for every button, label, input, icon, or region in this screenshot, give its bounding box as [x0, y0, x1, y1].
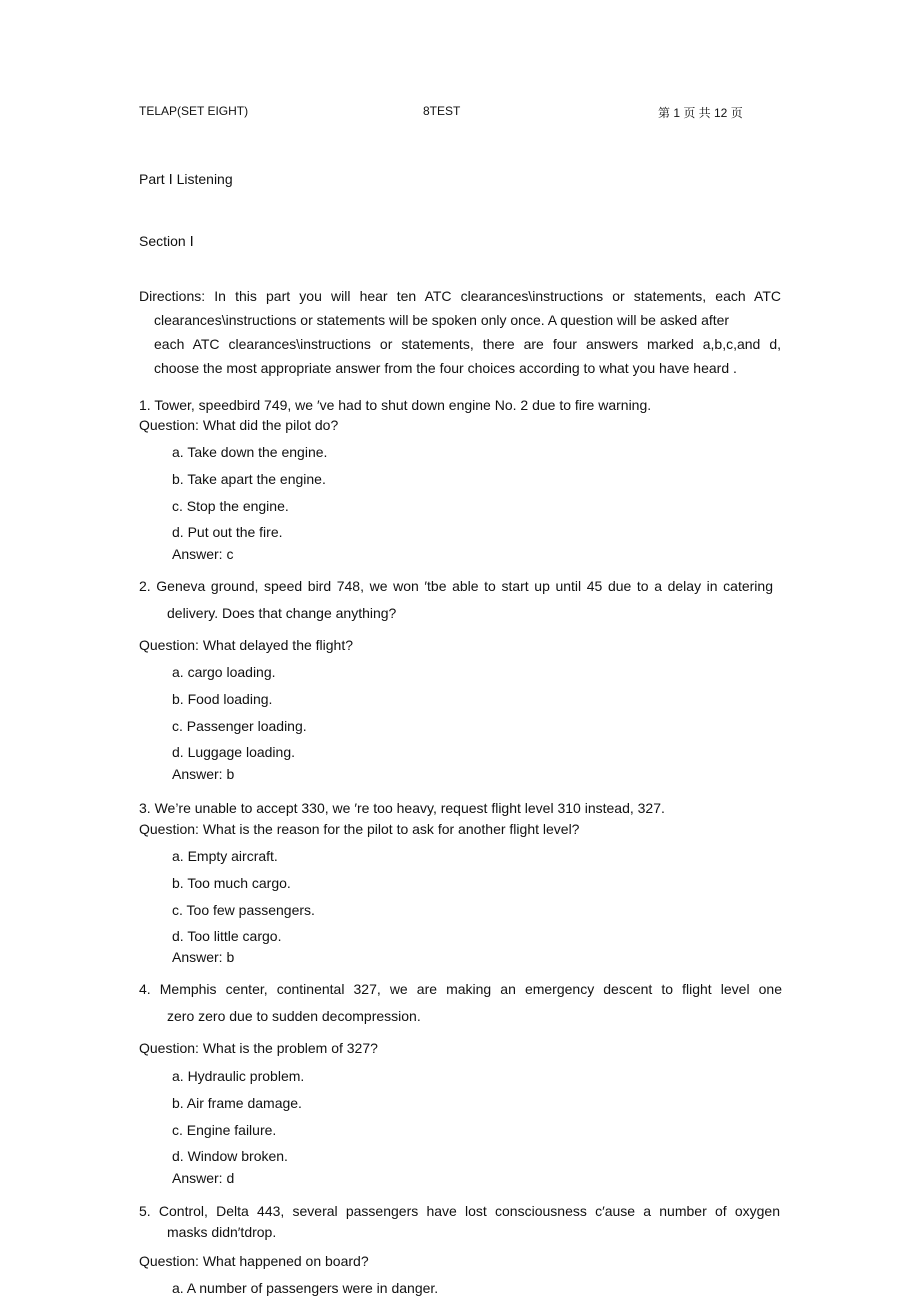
directions-line: each ATC clearances\instructions or statements, there are four answers marked a,b,c,and d,: [154, 336, 781, 352]
directions-line: clearances\instructions or statements will be spoken only once. A question will be asked after: [154, 312, 730, 328]
statement: 2. Geneva ground, speed bird 748, we won ′tbe able to start up until 45 due to a delay in catering: [139, 578, 773, 594]
question: Question: What happened on board?: [139, 1253, 369, 1269]
answer: Answer: b: [172, 766, 235, 782]
option-b: b. Air frame damage.: [172, 1095, 302, 1111]
option-a: a. cargo loading.: [172, 664, 276, 680]
statement: masks didn′tdrop.: [167, 1224, 277, 1240]
statement: 5. Control, Delta 443, several passengers have lost consciousness c′ause a number of oxygen: [139, 1203, 780, 1219]
option-d: d. Too little cargo.: [172, 928, 282, 944]
header-left: TELAP(SET EIGHT): [139, 104, 249, 118]
option-a: a. Hydraulic problem.: [172, 1068, 305, 1084]
option-d: d. Put out the fire.: [172, 524, 283, 540]
option-c: c. Stop the engine.: [172, 498, 289, 514]
statement: 3. We’re unable to accept 330, we ′re too heavy, request flight level 310 instead, 327.: [139, 800, 665, 816]
question: Question: What is the problem of 327?: [139, 1040, 378, 1056]
statement: 4. Memphis center, continental 327, we are making an emergency descent to flight level one: [139, 981, 782, 997]
option-c: c. Engine failure.: [172, 1122, 277, 1138]
option-d: d. Luggage loading.: [172, 744, 295, 760]
option-a: a. A number of passengers were in danger.: [172, 1280, 439, 1296]
directions-line: Directions: In this part you will hear ten ATC clearances\instructions or statements, each ATC: [139, 288, 781, 304]
option-b: b. Food loading.: [172, 691, 273, 707]
option-a: a. Empty aircraft.: [172, 848, 278, 864]
header-right: 第 1 页 共 12 页: [658, 106, 743, 120]
question: Question: What delayed the flight?: [139, 637, 354, 653]
option-a: a. Take down the engine.: [172, 444, 328, 460]
statement: 1. Tower, speedbird 749, we ′ve had to shut down engine No. 2 due to fire warning.: [139, 397, 652, 413]
statement: delivery. Does that change anything?: [167, 605, 397, 621]
directions-line: choose the most appropriate answer from the four choices according to what you have heard .: [154, 360, 737, 376]
option-b: b. Take apart the engine.: [172, 471, 326, 487]
option-d: d. Window broken.: [172, 1148, 288, 1164]
question: Question: What is the reason for the pilot to ask for another flight level?: [139, 821, 580, 837]
option-c: c. Passenger loading.: [172, 718, 307, 734]
answer: Answer: b: [172, 949, 235, 965]
section-title: Section Ⅰ: [139, 233, 194, 249]
statement: zero zero due to sudden decompression.: [167, 1008, 421, 1024]
question: Question: What did the pilot do?: [139, 417, 339, 433]
part-title: Part Ⅰ Listening: [139, 171, 233, 187]
answer: Answer: c: [172, 546, 234, 562]
answer: Answer: d: [172, 1170, 235, 1186]
header-center: 8TEST: [423, 104, 461, 118]
option-c: c. Too few passengers.: [172, 902, 315, 918]
option-b: b. Too much cargo.: [172, 875, 291, 891]
